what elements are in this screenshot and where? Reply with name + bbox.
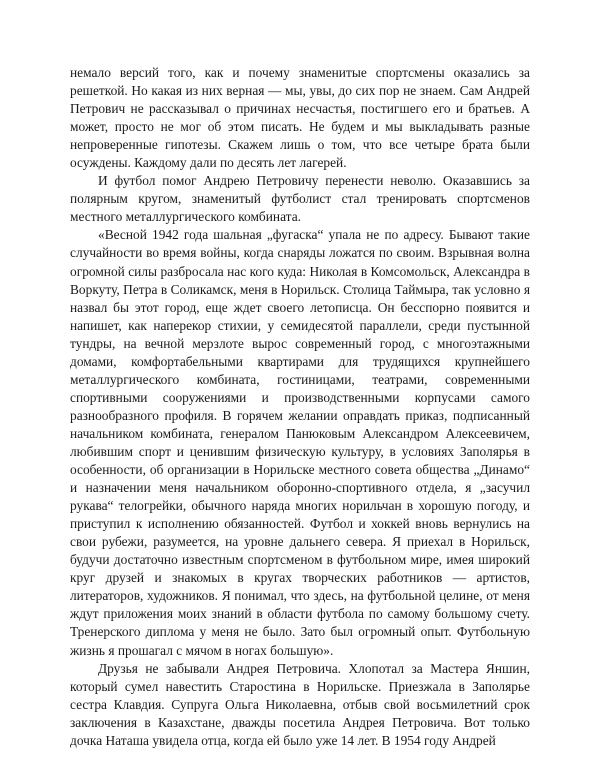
paragraph-football-captivity: И футбол помог Андрею Петровичу перенести неволю. Оказавшись за полярным кругом, знаменитый футболист стал тренировать спортсменов местного металлургического комбината. (70, 173, 530, 225)
paragraph-quote-norilsk: «Весной 1942 года шальная „фугаска“ упала не по адресу. Бывают такие случайности во время войны, когда снаряды ложатся по своим. Взрывная волна огромной силы разбросала нас кого куда: Николая в Комсомольск, Александра в Воркуту, Петра в Соликамск, меня в Норильск. Столица Таймыра, так условно я назвал бы этот город, еще ждет своего летописца. Он бесспорно появится и напишет, как наперекор стихии, у семидесятой параллели, среди пустынной тундры, на вечной мерзлоте вырос современный город, с многоэтажными домами, комфортабельными квартирами для трудящихся крупнейшего металлургического комбината, гостиницами, театрами, современными спортивными сооружениями и производственными корпусами самого разнообразного профиля. В горячем желании оправдать приказ, подписанный начальником комбината, генералом Панюковым Александром Алексеевичем, любившим спорт и ценившим физическую культуру, в условиях Заполярья в особенности, об организации в Норильске местного совета общества „Динамо“ и назначении меня начальником оборонно-спортивного отдела, я „засучил рукава“ телогрейки, обычного наряда многих норильчан в хорошую погоду, и приступил к исполнению обязанностей. Футбол и хоккей вновь вернулись на свои рубежи, разумеется, на уровне дальнего севера. Я приехал в Норильск, будучи достаточно известным спортсменом в футбольном мире, имея широкий круг друзей и знакомых в кругах творческих работников — артистов, литераторов, художников. Я понимал, что здесь, на футбольной целине, от меня ждут приложения моих знаний в области футбола по самому большому счету. Тренерского диплома у меня не было. Зато был огромный опыт. Футбольную жизнь я прошагал с мячом в ногах большую». (70, 227, 530, 658)
paragraph-friends: Друзья не забывали Андрея Петровича. Хлопотал за Мастера Яншин, который сумел навестить Старостина в Норильске. Приезжала в Заполярье сестра Клавдия. Супруга Ольга Николаевна, отбыв свой восьмилетний срок заключения в Казахстане, дважды посетила Андрея Петровича. Вот только дочка Наташа увидела отца, когда ей было уже 14 лет. В 1954 году Андрей (70, 660, 530, 748)
paragraph-continuation: немало версий того, как и почему знаменитые спортсмены оказались за решеткой. Но какая из них верная — мы, увы, до сих пор не знаем. Сам Андрей Петрович не рассказывал о причинах несчастья, постигшего его и братьев. А может, просто не мог об этом писать. Не будем и мы выкладывать разные непроверенные гипотезы. Скажем лишь о том, что все четыре брата были осуждены. Каждому дали по десять лет лагерей. (70, 65, 530, 171)
document-page (70, 64, 530, 750)
